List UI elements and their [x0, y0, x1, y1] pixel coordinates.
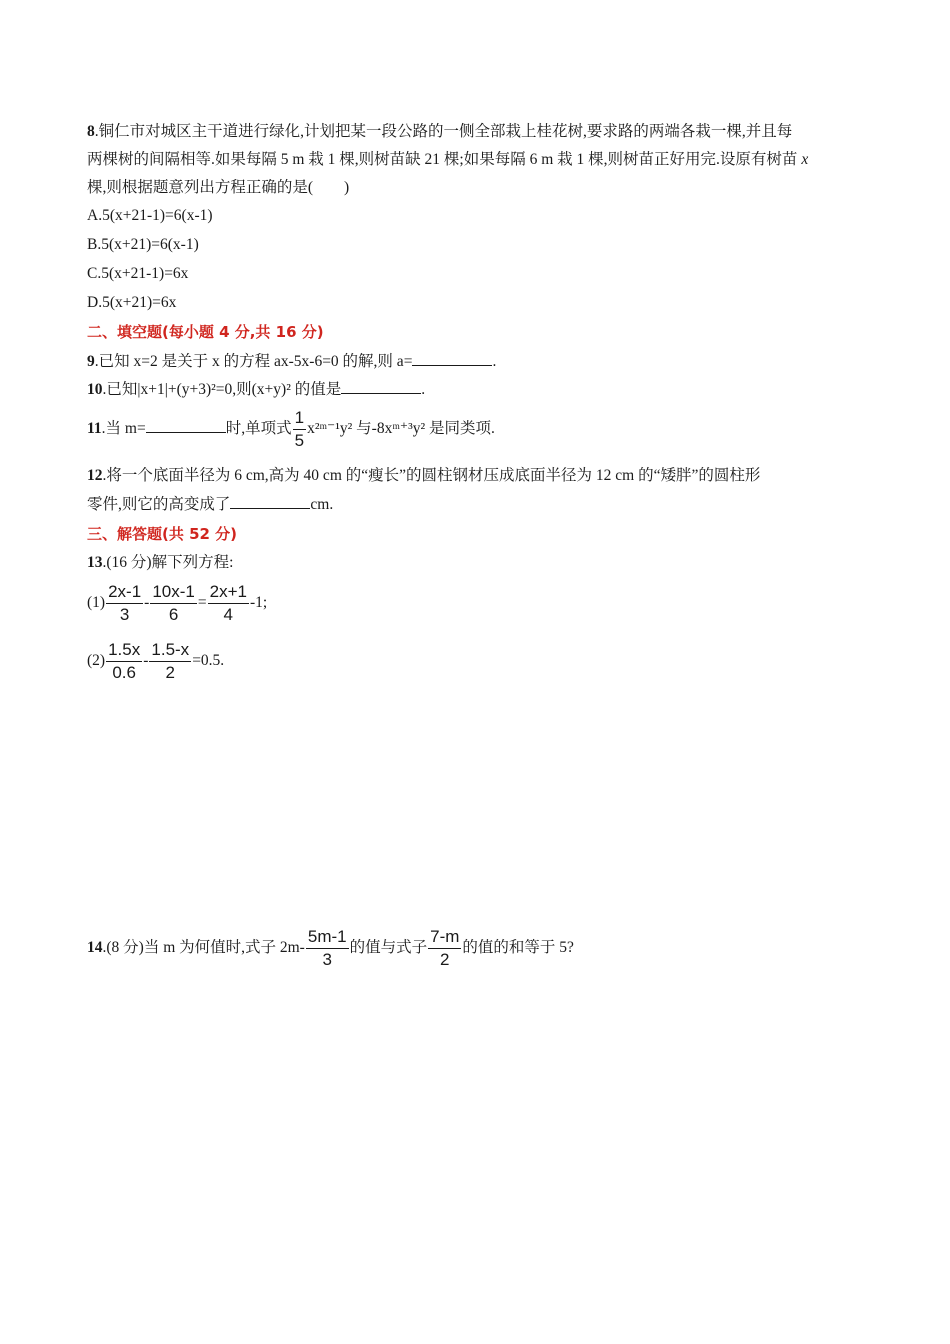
q14-frac-b-denominator: 2 — [440, 950, 450, 969]
q11-post: x²ᵐ⁻¹y² 与-8xᵐ⁺³y² 是同类项. — [307, 420, 495, 438]
section-solve-heading: 三、解答题(共 52 分) — [87, 525, 238, 543]
q10 — [87, 379, 425, 401]
q13-p1-frac-c-denominator: 4 — [223, 605, 234, 624]
q14-frac-b — [428, 926, 461, 971]
q13-p1-frac-c — [208, 581, 249, 626]
q13-p1-frac-a — [106, 581, 143, 626]
q13-p1-frac-b — [150, 581, 197, 626]
q13-part1-label: (1) — [87, 594, 106, 612]
q9 — [87, 351, 496, 373]
q14-number: 14 — [87, 939, 103, 957]
q13-p2-tail: =0.5. — [192, 652, 225, 670]
q9-number: 9 — [87, 353, 95, 370]
q12-answer-blank[interactable] — [230, 494, 310, 509]
q12-line1 — [87, 465, 760, 487]
q9-answer-blank[interactable] — [412, 351, 492, 366]
section-fill-in-heading: 二、填空题(每小题 4 分,共 16 分) — [87, 323, 324, 341]
q12-text-2: 零件,则它的高变成了 — [87, 496, 231, 513]
q11-frac-denominator: 5 — [294, 431, 305, 450]
q13-text: .(16 分)解下列方程: — [102, 554, 234, 571]
q13-part1: (1) $\frac{2x-1}{3}$ - $\frac{10x-1}{6}$ = $\frac{2x+1}{4}$ -1; — [87, 582, 268, 624]
q11-answer-blank[interactable] — [146, 418, 226, 433]
q13-p1-frac-b-numerator: 10x-1 — [150, 581, 197, 604]
q13-p1-frac-c-numerator: 2x+1 — [208, 581, 249, 604]
q13-p2-frac-b — [149, 639, 191, 684]
q8-line2 — [87, 149, 808, 171]
q13-p1-frac-b-denominator: 6 — [168, 605, 179, 624]
q13-part2: (2) $\frac{1.5x}{0.6}$ - $\frac{1.5-x}{2}$ =0.5. — [87, 640, 225, 682]
q9-end: . — [492, 353, 497, 370]
q8-text-3: 棵,则根据题意列出方程正确的是( ) — [87, 179, 350, 196]
q13-p1-frac-a-denominator: 3 — [119, 605, 130, 624]
q14-pre: .(8 分)当 m 为何值时,式子 2m- — [102, 939, 305, 957]
q8-line1 — [87, 121, 792, 143]
q14 — [87, 926, 574, 971]
q8-option-b: B.5(x+21)=6(x-1) — [87, 236, 199, 253]
q14-post: 的值的和等于 5? — [462, 939, 574, 957]
q11-number: 11 — [87, 420, 102, 438]
q10-end: . — [421, 381, 426, 398]
q11-mid: 时,单项式 — [225, 420, 292, 438]
q12-end: cm. — [310, 496, 334, 513]
q13-p2-frac-b-numerator: 1.5-x — [149, 639, 191, 662]
q9-text: .已知 x=2 是关于 x 的方程 ax-5x-6=0 的解,则 a= — [94, 353, 413, 370]
q14-frac-a-numerator: 5m-1 — [306, 926, 349, 949]
q10-answer-blank[interactable] — [341, 379, 421, 394]
q10-number: 10 — [87, 381, 103, 398]
q13-p2-frac-a-numerator: 1.5x — [106, 639, 142, 662]
q12-number: 12 — [87, 467, 103, 484]
q10-text: .已知|x+1|+(y+3)²=0,则(x+y)² 的值是 — [102, 381, 342, 398]
q8-option-d: D.5(x+21)=6x — [87, 294, 177, 311]
q8-number: 8 — [87, 123, 95, 140]
q13-p2-frac-b-denominator: 2 — [165, 663, 176, 682]
q13-p1-frac-a-numerator: 2x-1 — [106, 581, 143, 604]
q12-line2 — [87, 494, 333, 516]
q11-fraction — [293, 407, 306, 452]
q14-frac-a-denominator: 3 — [322, 950, 332, 969]
q8-text-1: .铜仁市对城区主干道进行绿化,计划把某一段公路的一侧全部栽上桂花树,要求路的两端各栽一棵,并且每 — [94, 123, 793, 140]
q14-frac-b-numerator: 7-m — [428, 926, 461, 949]
q8-line3 — [87, 177, 349, 199]
q8-var-x: x — [801, 151, 809, 168]
q13-p2-frac-a — [106, 639, 142, 684]
q12-text-1: .将一个底面半径为 6 cm,高为 40 cm 的“瘦长”的圆柱钢材压成底面半径为 12 cm 的“矮胖”的圆柱形 — [102, 467, 761, 484]
q8-option-a: A.5(x+21-1)=6(x-1) — [87, 207, 213, 224]
q11 — [87, 407, 495, 452]
q13 — [87, 552, 233, 574]
q13-part2-label: (2) — [87, 652, 106, 670]
q11-frac-numerator: 1 — [293, 407, 306, 430]
q11-pre: .当 m= — [101, 420, 146, 438]
q14-frac-a — [306, 926, 349, 971]
q14-mid: 的值与式子 — [349, 939, 428, 957]
q13-p1-tail: -1; — [249, 594, 268, 612]
q13-number: 13 — [87, 554, 103, 571]
q8-option-c: C.5(x+21-1)=6x — [87, 265, 189, 282]
q13-p2-frac-a-denominator: 0.6 — [112, 663, 136, 682]
q8-text-2: 两棵树的间隔相等.如果每隔 5 m 栽 1 棵,则树苗缺 21 棵;如果每隔 6 m 栽 1 棵,则树苗正好用完.设原有树苗 — [87, 151, 798, 168]
